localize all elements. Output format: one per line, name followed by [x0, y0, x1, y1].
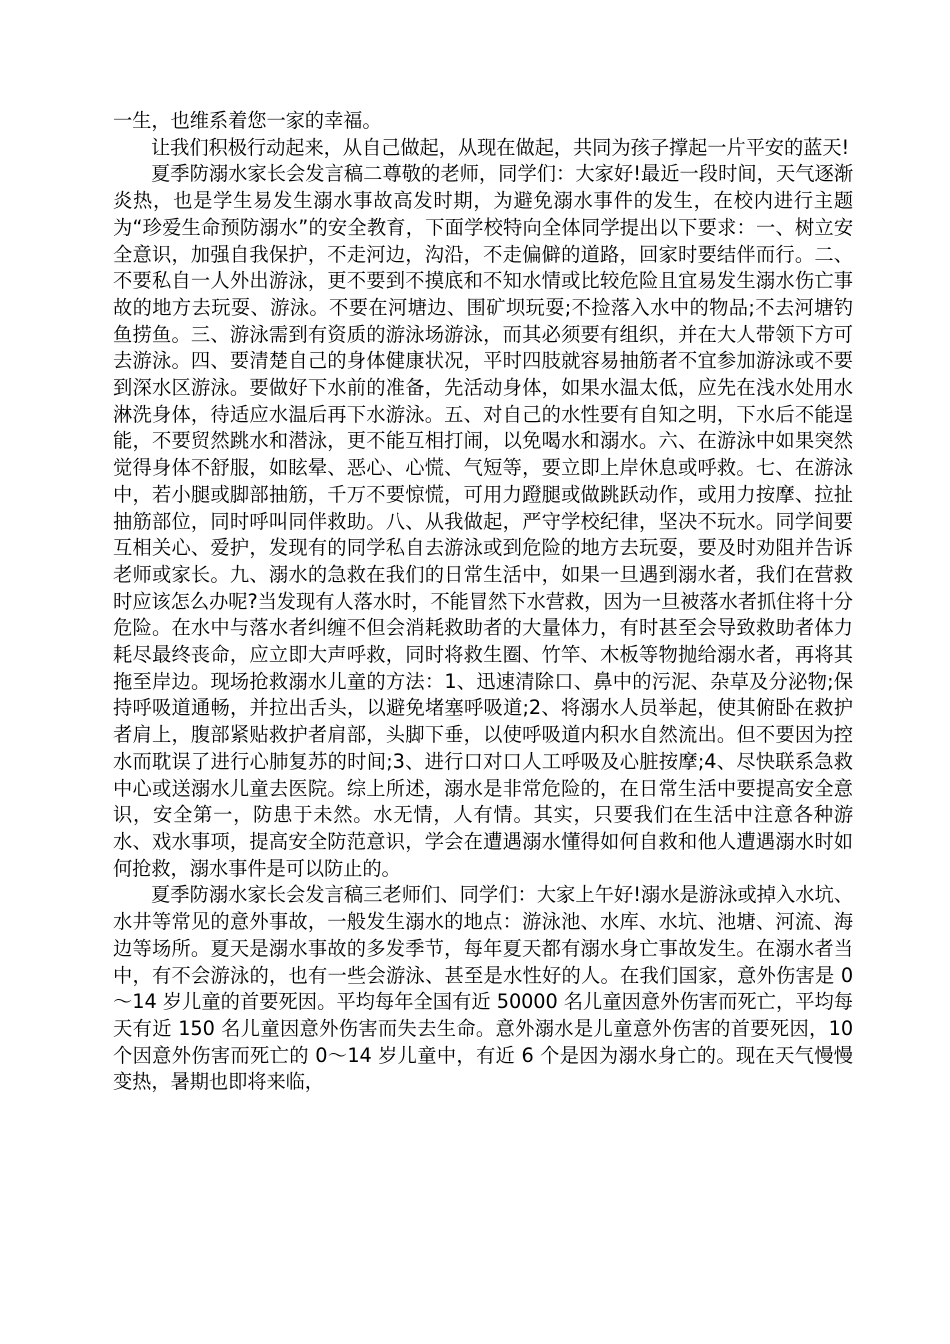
- paragraph-speech-three: 夏季防溺水家长会发言稿三老师们、同学们：大家上午好!溺水是游泳或掉入水坑、水井等常见的意外事故，一般发生溺水的地点：游泳池、水库、水坑、池塘、河流、海边等场所。夏天是溺水事故的多发季节，每年夏天都有溺水身亡事故发生。在溺水者当中，有不会游泳的，也有一些会游泳、甚至是水性好的人。在我们国家，意外伤害是 0～14 岁儿童的首要死因。平均每年全国有近 50000 名儿童因意外伤害而死亡，平均每天有近 150 名儿童因意外伤害而失去生命。意外溺水是儿童意外伤害的首要死因，10 个因意外伤害而死亡的 0～14 岁儿童中，有近 6 个是因为溺水身亡的。现在天气慢慢变热，暑期也即将来临，: [113, 883, 853, 1094]
- paragraph-speech-two: 夏季防溺水家长会发言稿二尊敬的老师，同学们：大家好!最近一段时间，天气逐渐炎热，也是学生易发生溺水事故高发时期，为避免溺水事件的发生，在校内进行主题为“珍爱生命预防溺水”的安全教育，下面学校特向全体同学提出以下要求：一、树立安全意识，加强自我保护，不走河边，沟沿，不走偏僻的道路，回家时要结伴而行。二、不要私自一人外出游泳，更不要到不摸底和不知水情或比较危险且宜易发生溺水伤亡事故的地方去玩耍、游泳。不要在河塘边、围矿坝玩耍;不捡落入水中的物品;不去河塘钓鱼捞鱼。三、游泳需到有资质的游泳场游泳，而其必须要有组织，并在大人带领下方可去游泳。四、要清楚自己的身体健康状况，平时四肢就容易抽筋者不宜参加游泳或不要到深水区游泳。要做好下水前的准备，先活动身体，如果水温太低，应先在浅水处用水淋洗身体，待适应水温后再下水游泳。五、对自己的水性要有自知之明，下水后不能逞能，不要贸然跳水和潜泳，更不能互相打闹，以免喝水和溺水。六、在游泳中如果突然觉得身体不舒服，如眩晕、恶心、心慌、气短等，要立即上岸休息或呼救。七、在游泳中，若小腿或脚部抽筋，千万不要惊慌，可用力蹬腿或做跳跃动作，或用力按摩、拉扯抽筋部位，同时呼叫同伴救助。八、从我做起，严守学校纪律，坚决不玩水。同学间要互相关心、爱护，发现有的同学私自去游泳或到危险的地方去玩耍，要及时劝阻并告诉老师或家长。九、溺水的急救在我们的日常生活中，如果一旦遇到溺水者，我们在营救时应该怎么办呢?当发现有人落水时，不能冒然下水营救，因为一旦被落水者抓住将十分危险。在水中与落水者纠缠不但会消耗救助者的大量体力，有时甚至会导致救助者体力耗尽最终丧命，应立即大声呼救，同时将救生圈、竹竿、木板等物抛给溺水者，再将其拖至岸边。现场抢救溺水儿童的方法：1、迅速清除口、鼻中的污泥、杂草及分泌物;保持呼吸道通畅，并拉出舌头，以避免堵塞呼吸道;2、将溺水人员举起，使其俯卧在救护者肩上，腹部紧贴救护者肩部，头脚下垂，以使呼吸道内积水自然流出。但不要因为控水而耽误了进行心肺复苏的时间;3、进行口对口人工呼吸及心脏按摩;4、尽快联系急救中心或送溺水儿童去医院。综上所述，溺水是非常危险的，在日常生活中要提高安全意识，安全第一，防患于未然。水无情，人有情。其实，只要我们在生活中注意各种游水、戏水事项，提高安全防范意识，学会在遭遇溺水懂得如何自救和他人遭遇溺水时如何抢救，溺水事件是可以防止的。: [113, 162, 853, 880]
- paragraph-continuation: 一生，也维系着您一家的幸福。: [113, 109, 382, 132]
- document-page: [113, 108, 853, 1096]
- paragraph-closing-appeal: 让我们积极行动起来，从自己做起，从现在做起，共同为孩子撑起一片平安的蓝天!: [151, 135, 850, 159]
